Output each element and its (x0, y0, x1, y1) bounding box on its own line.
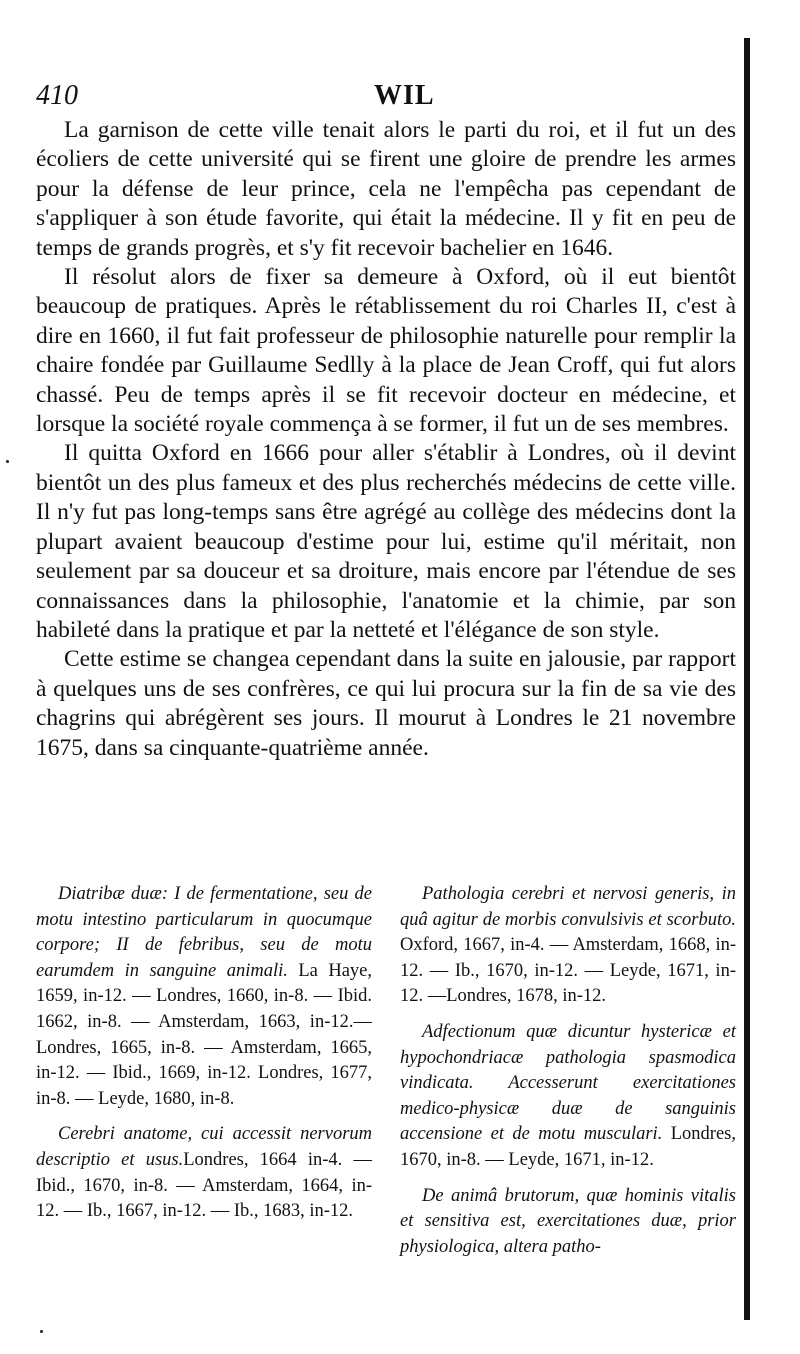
work-editions: Oxford, 1667, in-4. — Amsterdam, 1668, in-12. — Ib., 1670, in-12. — Leyde, 1671, in-12. —Londres, 1678, in-12. (400, 935, 736, 1007)
work-title: Adfectionum quæ dicuntur hystericæ et hypochondriacæ pathologia spasmodica vindicata. Accesserunt exercitationes medico-physicæ duæ de sanguinis accensione et de motu musculari. (400, 1021, 736, 1145)
bibliography-entry (36, 882, 372, 1112)
scan-edge-bar (744, 38, 750, 1320)
page-header (36, 80, 736, 116)
body-paragraph: Cette estime se changea cependant dans la suite en jalousie, par rapport à quelques uns de ses confrères, ce qui lui procura sur la fin de sa vie des chagrins qui abrégèrent ses jours. Il mourut à Londres le 21 novembre 1675, dans sa cinquante-quatrième année. (36, 646, 736, 761)
work-title: De animâ brutorum, quæ hominis vitalis et sensitiva est, exercitationes duæ, prior physiologica, altera patho- (400, 1185, 736, 1257)
work-editions: La Haye, 1659, in-12. — Londres, 1660, in-8. — Ibid. 1662, in-8. — Amsterdam, 1663, in-12.— Londres, 1665, in-8. — Amsterdam, 1665, in-12. — Ibid., 1669, in-12. Londres, 1677, in-8. — Leyde, 1680, in-8. (36, 960, 373, 1109)
scan-speck (40, 1330, 43, 1333)
work-title: Pathologia cerebri et nervosi generis, in quâ agitur de morbis convulsivis et scorbuto. (400, 884, 736, 930)
running-head: WIL (374, 80, 435, 111)
work-editions: Londres, 1664 in-4. — Ibid., 1670, in-8. — Amsterdam, 1664, in-12. — Ib., 1667, in-12. — Ib., 1683, in-12. (36, 1149, 372, 1222)
body-paragraph: La garnison de cette ville tenait alors le parti du roi, et il fut un des écoliers de cette université qui se firent une gloire de prendre les armes pour la défense de leur prince, cela ne l'empêcha pas cependant de s'appliquer à son étude favorite, qui était la médecine. Il y fit en peu de temps de grands progrès, et s'y fit recevoir bachelier en 1646. (36, 117, 736, 261)
bibliography-right-column (400, 882, 736, 1270)
page-number: 410 (36, 80, 78, 111)
body-paragraph: Il quitta Oxford en 1666 pour aller s'établir à Londres, où il devint bientôt un des plus fameux et des plus recherchés médecins de cette ville. Il n'y fut pas long-temps sans être agrégé au collège des médecins dont la plupart avaient beaucoup d'estime pour lui, estime qu'il méritait, non seulement par sa douceur et sa droiture, mais encore par l'étendue de ses connaissances dans la philosophie, l'anatomie et la chimie, par son habileté dans la pratique et par la netteté et l'élégance de son style. (36, 440, 736, 643)
work-editions: Londres, 1670, in-8. — Leyde, 1671, in-12. (400, 1124, 736, 1170)
scan-speck (6, 460, 9, 463)
bibliography-entry (400, 1184, 736, 1261)
body-text (36, 116, 736, 763)
bibliography-left-column (36, 882, 372, 1235)
bibliography-entry (400, 1020, 736, 1174)
bibliography-entry (400, 882, 736, 1010)
body-paragraph: Il résolut alors de fixer sa demeure à Oxford, où il eut bientôt beaucoup de pratiques. Après le rétablissement du roi Charles II, c'est à dire en 1660, il fut fait professeur de philosophie naturelle pour remplir la chaire fondée par Guillaume Sedlly à la place de Jean Croff, qui fut alors chassé. Peu de temps après il se fit recevoir docteur en médecine, et lorsque la société royale commença à se former, il fut un de ses membres. (36, 264, 736, 438)
bibliography-entry (36, 1122, 372, 1224)
work-title: Cerebri anatome, cui accessit nervorum descriptio et usus. (36, 1124, 372, 1170)
work-title: Diatribæ duæ: I de fermentatione, seu de motu intestino particularum in quocumque corpore; II de febribus, seu de motu earumdem in sanguine animali. (36, 884, 372, 981)
bibliography (36, 882, 736, 1322)
